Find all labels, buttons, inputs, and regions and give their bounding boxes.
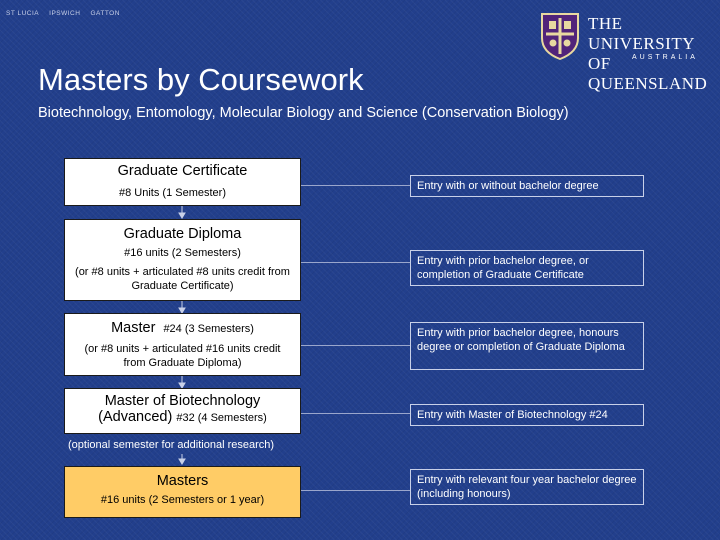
connector-line — [301, 262, 410, 263]
entry-requirement-1: Entry with or without bachelor degree — [410, 175, 644, 197]
master-biotech-advanced-units: #32 (4 Semesters) — [176, 412, 267, 424]
masters-title: Masters — [156, 473, 209, 489]
master-biotech-advanced-title-line2: (Advanced) — [98, 409, 173, 425]
connector-line — [301, 490, 410, 491]
campus-ipswich: IPSWICH — [49, 10, 81, 17]
slide-subtitle: Biotechnology, Entomology, Molecular Biology and Science (Conservation Biology) — [38, 105, 569, 121]
slide-title: Masters by Coursework — [38, 62, 364, 97]
graduate-diploma-alternative: (or #8 units + articulated #8 units credit from Graduate Certificate) — [75, 266, 290, 292]
master-alternative: (or #8 units + articulated #16 units credit from Graduate Diploma) — [84, 343, 281, 369]
masters-box — [64, 466, 301, 518]
master-box — [64, 313, 301, 376]
master-title: Master — [111, 320, 156, 336]
master-title-line — [65, 320, 300, 336]
graduate-diploma-box — [64, 219, 301, 301]
university-country: AUSTRALIA — [632, 54, 698, 61]
masters-units: #16 units (2 Semesters or 1 year) — [100, 494, 265, 506]
connector-line — [301, 345, 410, 346]
connector-line — [301, 413, 410, 414]
entry-requirement-5: Entry with relevant four year bachelor degree (including honours) — [410, 469, 644, 505]
campus-gatton: GATTON — [90, 10, 120, 17]
graduate-certificate-box — [64, 158, 301, 206]
university-name-line2: OF QUEENSLAND — [588, 54, 708, 93]
entry-requirement-3: Entry with prior bachelor degree, honours degree or completion of Graduate Diploma — [410, 322, 644, 370]
master-biotech-advanced-box — [64, 388, 301, 434]
graduate-diploma-units: #16 units (2 Semesters) — [124, 247, 241, 259]
university-name-line1: THE UNIVERSITY — [588, 14, 695, 53]
entry-requirement-2: Entry with prior bachelor degree, or completion of Graduate Certificate — [410, 250, 644, 286]
graduate-certificate-units: #8 Units (1 Semester) — [119, 187, 226, 199]
master-biotech-advanced-note: (optional semester for additional research) — [68, 439, 275, 451]
campus-st-lucia: ST LUCIA — [6, 10, 40, 17]
master-units: #24 (3 Semesters) — [163, 323, 254, 335]
master-biotech-advanced-title-line2-row — [65, 409, 300, 425]
master-biotech-advanced-title-line1: Master of Biotechnology — [104, 393, 261, 409]
graduate-certificate-title: Graduate Certificate — [117, 163, 248, 179]
entry-requirement-4: Entry with Master of Biotechnology #24 — [410, 404, 644, 426]
connector-line — [301, 185, 410, 186]
graduate-diploma-title: Graduate Diploma — [123, 226, 242, 242]
